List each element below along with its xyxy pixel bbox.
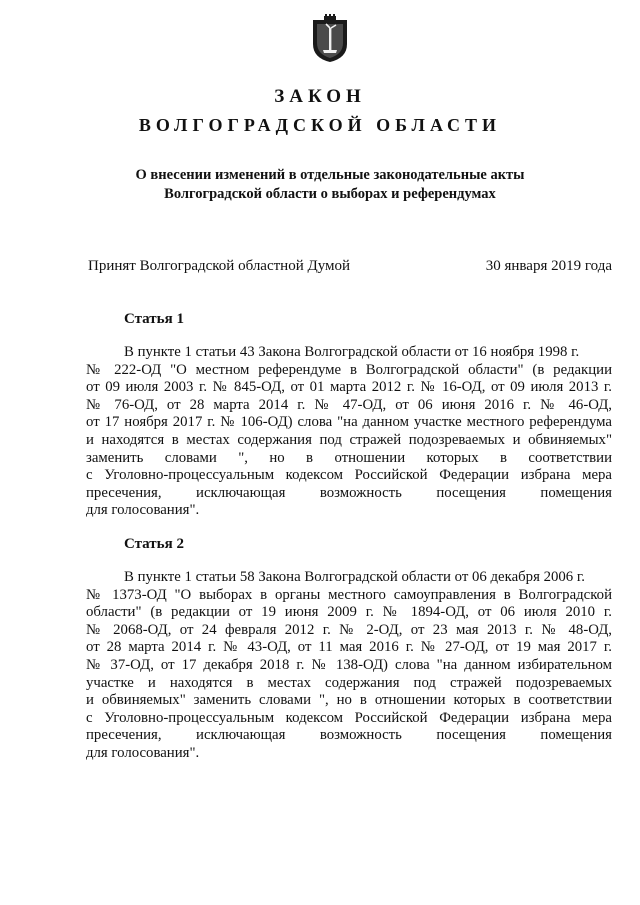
article-1-line: для голосования". [86, 502, 200, 519]
law-title: ЗАКОН [274, 86, 366, 107]
article-1-line: с Уголовно-процессуальным кодексом Российской Федерации избрана мера [86, 467, 612, 484]
article-1-line: В пункте 1 статьи 43 Закона Волгоградской области от 16 ноября 1998 г. [124, 344, 580, 360]
article-2-text [86, 569, 612, 763]
law-subject-line: Волгоградской области о выборах и референдумах [164, 186, 496, 202]
region-title: ВОЛГОГРАДСКОЙ ОБЛАСТИ [138, 115, 502, 135]
article-1-line: заменить словами ", но в отношении которых в соответствии [86, 449, 612, 466]
law-subject-line: О внесении изменений в отдельные законодательные акты [135, 167, 525, 183]
article-2-line: и обвиняемых" заменить словами ", но в отношении которых в соответствии [86, 692, 612, 709]
article-2-line: пресечения, исключающая возможность посещения помещения [86, 727, 612, 744]
article-2-line: с Уголовно-процессуальным кодексом Российской Федерации избрана мера [86, 709, 612, 726]
law-subject [120, 166, 540, 204]
article-1-line: № 222-ОД "О местном референдуме в Волгоградской области" (в редакции [86, 361, 612, 378]
article-1-line: от 17 ноября 2017 г. № 106-ОД) слова "на данном участке местного референдума [86, 414, 612, 431]
article-2-line: участке и находятся в местах содержания под стражей подозреваемых [86, 674, 612, 691]
article-2-line: № 2068-ОД, от 24 февраля 2012 г. № 2-ОД, от 23 мая 2013 г. № 48-ОД, [86, 621, 612, 638]
article-2-line: № 37-ОД, от 17 декабря 2018 г. № 138-ОД) слова "на данном избирательном [86, 656, 612, 673]
coat-of-arms-emblem [310, 14, 350, 64]
adopted-by: Принят Волгоградской областной Думой [88, 258, 351, 274]
article-1-heading: Статья 1 [124, 311, 184, 327]
article-2-heading: Статья 2 [124, 536, 184, 552]
article-1-text [86, 344, 612, 520]
article-1-line: от 09 июля 2003 г. № 845-ОД, от 01 марта 2012 г. № 16-ОД, от 09 июля 2013 г. [86, 379, 612, 396]
adopted-date: 30 января 2019 года [485, 258, 612, 274]
article-2-line: области" (в редакции от 19 июня 2009 г. № 1894-ОД, от 06 июля 2010 г. [86, 604, 612, 621]
article-1-line: № 76-ОД, от 28 марта 2014 г. № 47-ОД, от 06 июня 2016 г. № 46-ОД, [86, 396, 612, 413]
article-2-line: от 28 марта 2014 г. № 43-ОД, от 11 мая 2016 г. № 27-ОД, от 19 мая 2017 г. [86, 639, 612, 656]
article-1-line: пресечения, исключающая возможность посещения помещения [86, 484, 612, 501]
article-2-line: № 1373-ОД "О выборах в органы местного самоуправления в Волгоградской [86, 586, 612, 603]
article-2-line: В пункте 1 статьи 58 Закона Волгоградской области от 06 декабря 2006 г. [124, 569, 585, 585]
article-1-line: и находятся в местах содержания под стражей подозреваемых и обвиняемых" [86, 431, 612, 448]
article-2-line: для голосования". [86, 744, 200, 761]
